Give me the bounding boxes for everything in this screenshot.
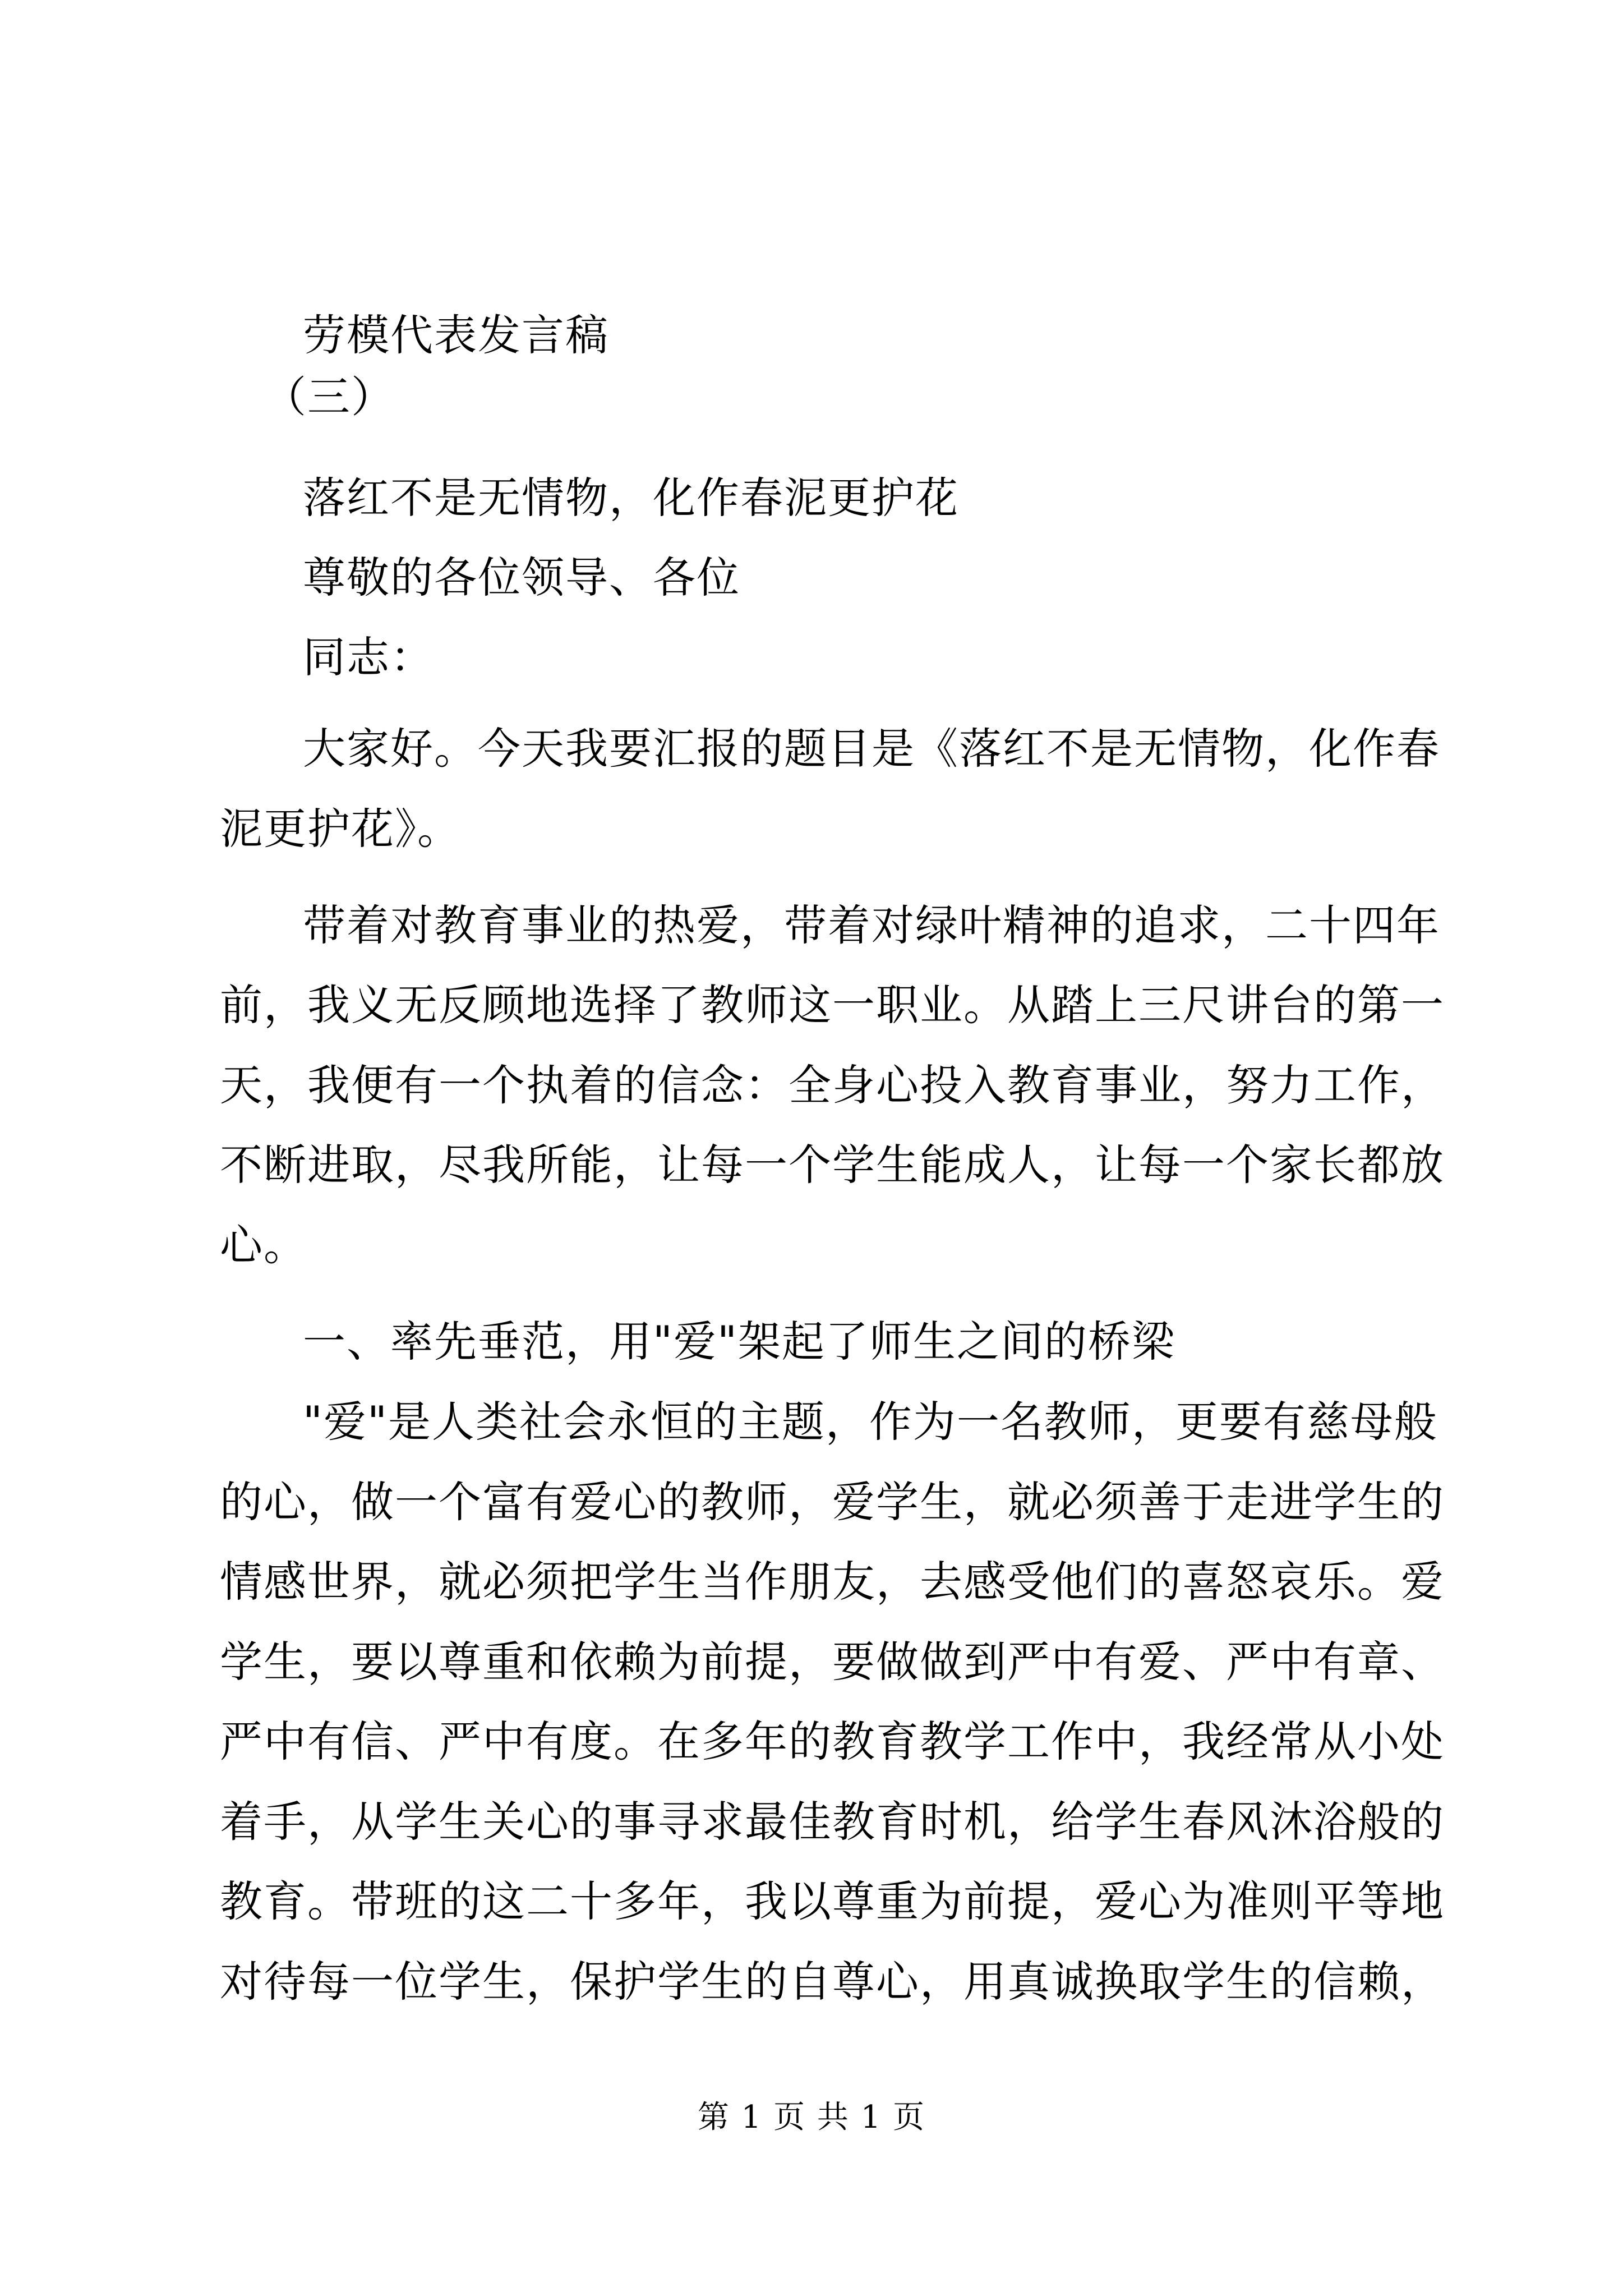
document-subtitle: 落红不是无情物，化作春泥更护花 xyxy=(303,473,959,523)
body-line: 带着对教育事业的热爱，带着对绿叶精神的追求，二十四年 xyxy=(303,900,1440,950)
section-heading: 一、率先垂范，用"爱"架起了师生之间的桥梁 xyxy=(303,1317,1175,1366)
document-part-label: （三） xyxy=(264,372,395,422)
body-line: 严中有信、严中有度。在多年的教育教学工作中，我经常从小处 xyxy=(220,1717,1445,1766)
body-line: 情感世界，就必须把学生当作朋友，去感受他们的喜怒哀乐。爱 xyxy=(220,1557,1445,1607)
body-line: "爱"是人类社会永恒的主题，作为一名教师，更要有慈母般 xyxy=(303,1397,1438,1447)
body-line: 不断进取，尽我所能，让每一个学生能成人，让每一个家长都放 xyxy=(220,1140,1445,1190)
body-line: 着手，从学生关心的事寻求最佳教育时机，给学生春风沐浴般的 xyxy=(220,1797,1445,1847)
page-footer: 第 1 页 共 1 页 xyxy=(697,2099,926,2136)
body-line: 的心，做一个富有爱心的教师，爱学生，就必须善于走进学生的 xyxy=(220,1477,1445,1527)
body-line: 学生，要以尊重和依赖为前提，要做做到严中有爱、严中有章、 xyxy=(220,1637,1445,1687)
document-title: 劳模代表发言稿 xyxy=(303,310,609,360)
body-line: 心。 xyxy=(220,1220,307,1270)
body-line: 教育。带班的这二十多年，我以尊重为前提，爱心为准则平等地 xyxy=(220,1876,1445,1926)
body-line: 天，我便有一个执着的信念：全身心投入教育事业，努力工作， xyxy=(220,1060,1445,1110)
salutation-line-2: 同志： xyxy=(303,632,434,682)
salutation-line-1: 尊敬的各位领导、各位 xyxy=(303,553,740,602)
body-line: 泥更护花》。 xyxy=(220,804,461,854)
body-line: 大家好。今天我要汇报的题目是《落红不是无情物，化作春 xyxy=(303,724,1440,774)
body-line: 对待每一位学生，保护学生的自尊心，用真诚换取学生的信赖， xyxy=(220,1957,1445,2007)
body-line: 前，我义无反顾地选择了教师这一职业。从踏上三尺讲台的第一 xyxy=(220,980,1445,1030)
